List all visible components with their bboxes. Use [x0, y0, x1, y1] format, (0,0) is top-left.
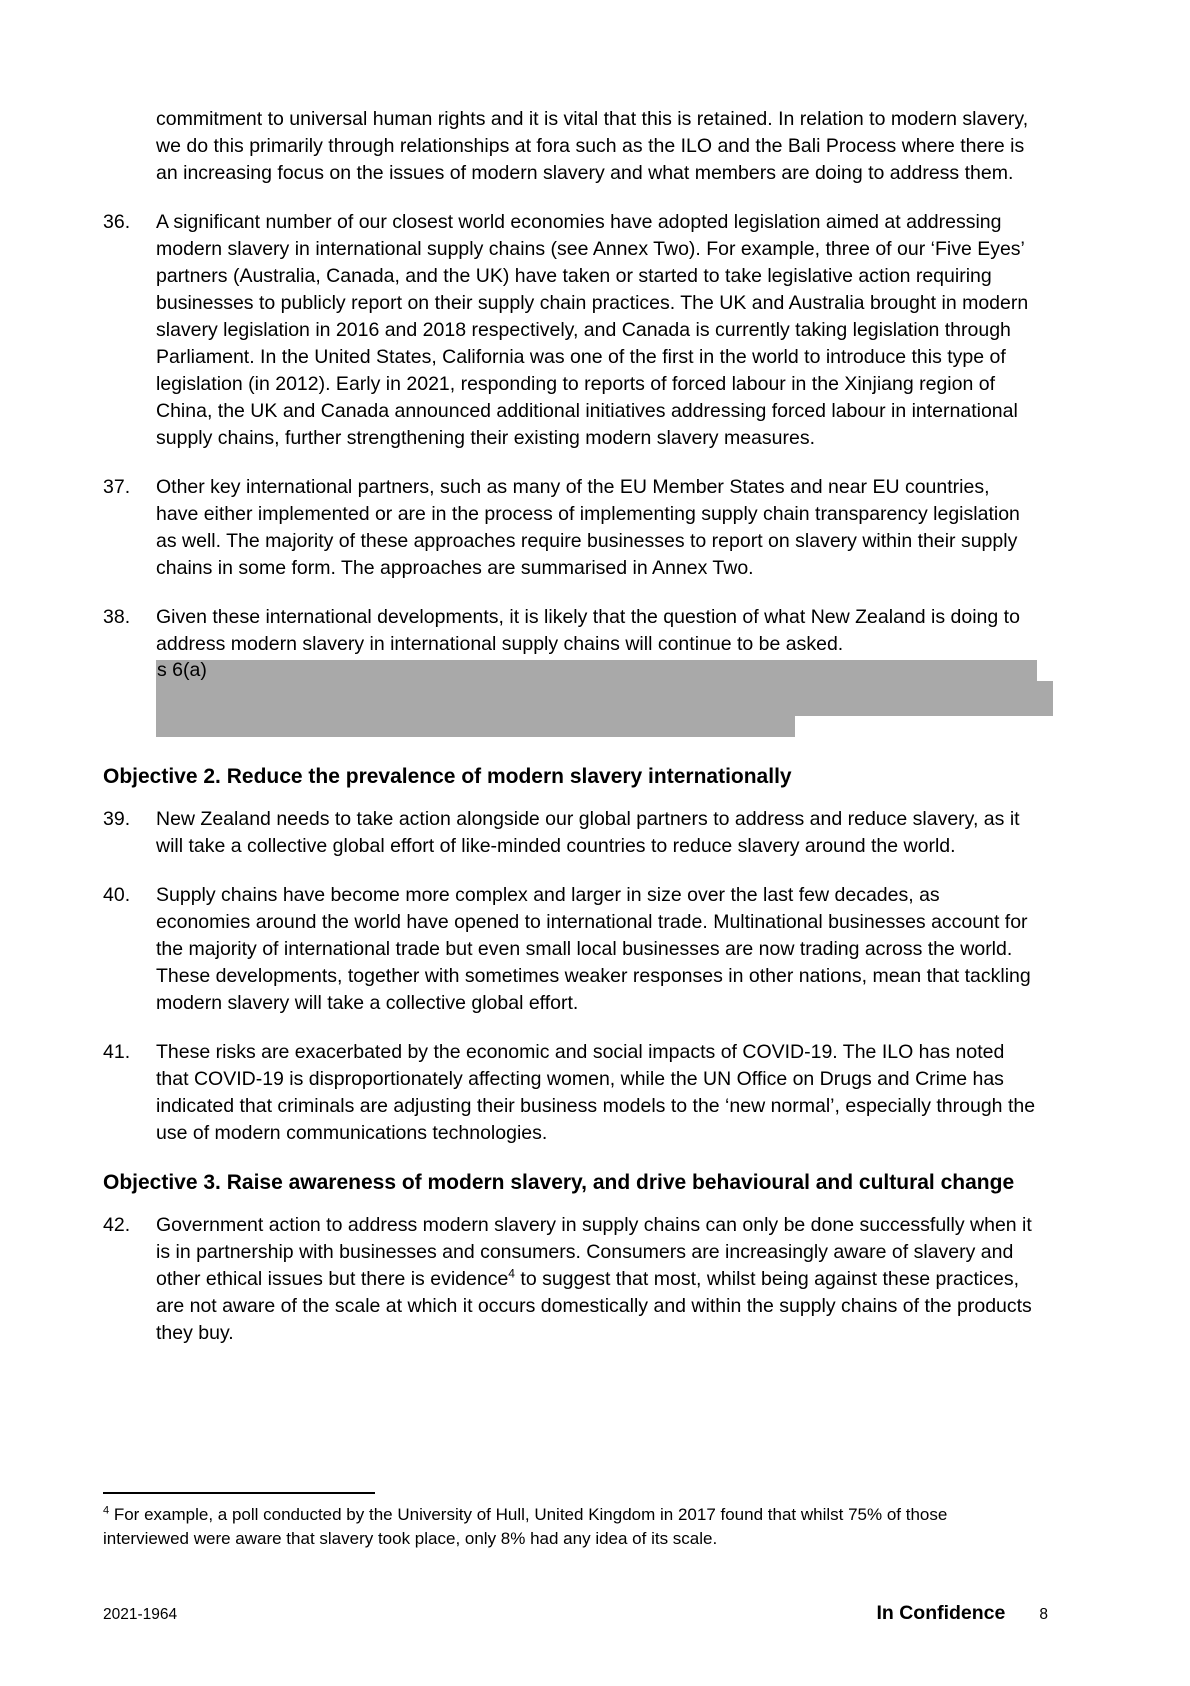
paragraph-42 — [103, 1212, 1037, 1347]
footnote-marker: 4 — [103, 1504, 110, 1517]
footer-right-group — [876, 1602, 1048, 1625]
section-heading-objective-3: Objective 3. Raise awareness of modern slavery, and drive behavioural and cultural change — [103, 1171, 1015, 1194]
redaction-segment-bottom — [156, 716, 795, 737]
page-number: 8 — [1039, 1606, 1048, 1623]
paragraph-text: These risks are exacerbated by the economic and social impacts of COVID-19. The ILO has noted that COVID-19 is disproportionately affecting women, while the UN Office on Drugs and Crime has indicated that criminals are adjusting their business models to the ‘new normal’, especially through the use of modern communications technologies. — [156, 1041, 1036, 1144]
paragraph-36 — [103, 209, 1037, 452]
footnote-content: For example, a poll conducted by the University of Hull, United Kingdom in 2017 found that whilst 75% of those interviewed were aware that slavery took place, only 8% had any idea of its scale. — [103, 1505, 948, 1548]
intro-paragraph: commitment to universal human rights and it is vital that this is retained. In relation to modern slavery, we do this primarily through relationships at fora such as the ILO and the Bali Process where there is an increasing focus on the issues of modern slavery and what members are doing to address them. — [156, 108, 1029, 184]
paragraph-text — [156, 604, 1037, 737]
footnote-text — [103, 1503, 1008, 1551]
paragraph-text — [156, 1212, 1037, 1347]
paragraph-text: New Zealand needs to take action alongside our global partners to address and reduce slavery, as it will take a collective global effort of like-minded countries to reduce slavery around the world. — [156, 808, 1020, 857]
paragraph-text: A significant number of our closest world economies have adopted legislation aimed at addressing modern slavery in international supply chains (see Annex Two). For example, three of our ‘Five Eyes’ partners (Australia, Canada, and the UK) have taken or started to take legislative action requiring businesses to publicly report on their supply chain practices. The UK and Australia brought in modern slavery legislation in 2016 and 2018 respectively, and Canada is currently taking legislation through Parliament. In the United States, California was one of the first in the world to introduce this type of legislation (in 2012). Early in 2021, responding to reports of forced labour in the Xinjiang region of China, the UK and Canada announced additional initiatives addressing forced labour in international supply chains, further strengthening their existing modern slavery measures. — [156, 211, 1029, 449]
footnote-block — [103, 1492, 1037, 1551]
redaction-segment-middle — [156, 681, 1053, 716]
paragraph-text-content: Given these international developments, it is likely that the question of what New Zealand is doing to address modern slavery in international supply chains will continue to be asked. — [156, 606, 1020, 655]
page-footer — [103, 1602, 1048, 1625]
section-heading-objective-2: Objective 2. Reduce the prevalence of modern slavery internationally — [103, 765, 792, 788]
redaction-segment-top — [156, 660, 1037, 681]
classification-label: In Confidence — [876, 1602, 1006, 1624]
paragraph-number: 40. — [103, 884, 131, 906]
paragraph-number: 41. — [103, 1041, 131, 1063]
document-number: 2021-1964 — [103, 1606, 178, 1623]
paragraph-41 — [103, 1039, 1037, 1147]
paragraph-text: Supply chains have become more complex and larger in size over the last few decades, as economies around the world have opened to international trade. Multinational businesses account for the majority of international trade but even small local businesses are now trading across the world. These developments, together with sometimes weaker responses in other nations, mean that tackling modern slavery will take a collective global effort. — [156, 884, 1031, 1014]
paragraph-number: 42. — [103, 1214, 131, 1236]
paragraph-text-before-ref: Government action to address modern slavery in supply chains can only be done successfully when it is in partnership with businesses and consumers. Consumers are increasingly aware of slavery and other ethical issues but there is evidence — [156, 1214, 1032, 1290]
paragraph-number: 38. — [103, 606, 131, 628]
paragraph-40 — [103, 882, 1037, 1017]
paragraph-number: 39. — [103, 808, 131, 830]
footnote-separator — [103, 1492, 375, 1494]
paragraph-number: 36. — [103, 211, 131, 233]
footnote-reference: 4 — [508, 1266, 515, 1281]
paragraph-38 — [103, 604, 1037, 737]
paragraph-text: Other key international partners, such as many of the EU Member States and near EU countries, have either implemented or are in the process of implementing supply chain transparency legislation as well. The majority of these approaches require businesses to report on slavery within their supply chains in some form. The approaches are summarised in Annex Two. — [156, 476, 1020, 579]
paragraph-37 — [103, 474, 1037, 582]
paragraph-39 — [103, 806, 1037, 860]
paragraph-number: 37. — [103, 476, 131, 498]
paragraph-text-after-ref: to suggest that most, whilst being against these practices, are not aware of the scale at which it occurs domestically and within the supply chains of the products they buy. — [156, 1268, 1032, 1344]
redaction-label: s 6(a) — [157, 659, 207, 681]
redaction-box — [156, 660, 1037, 737]
